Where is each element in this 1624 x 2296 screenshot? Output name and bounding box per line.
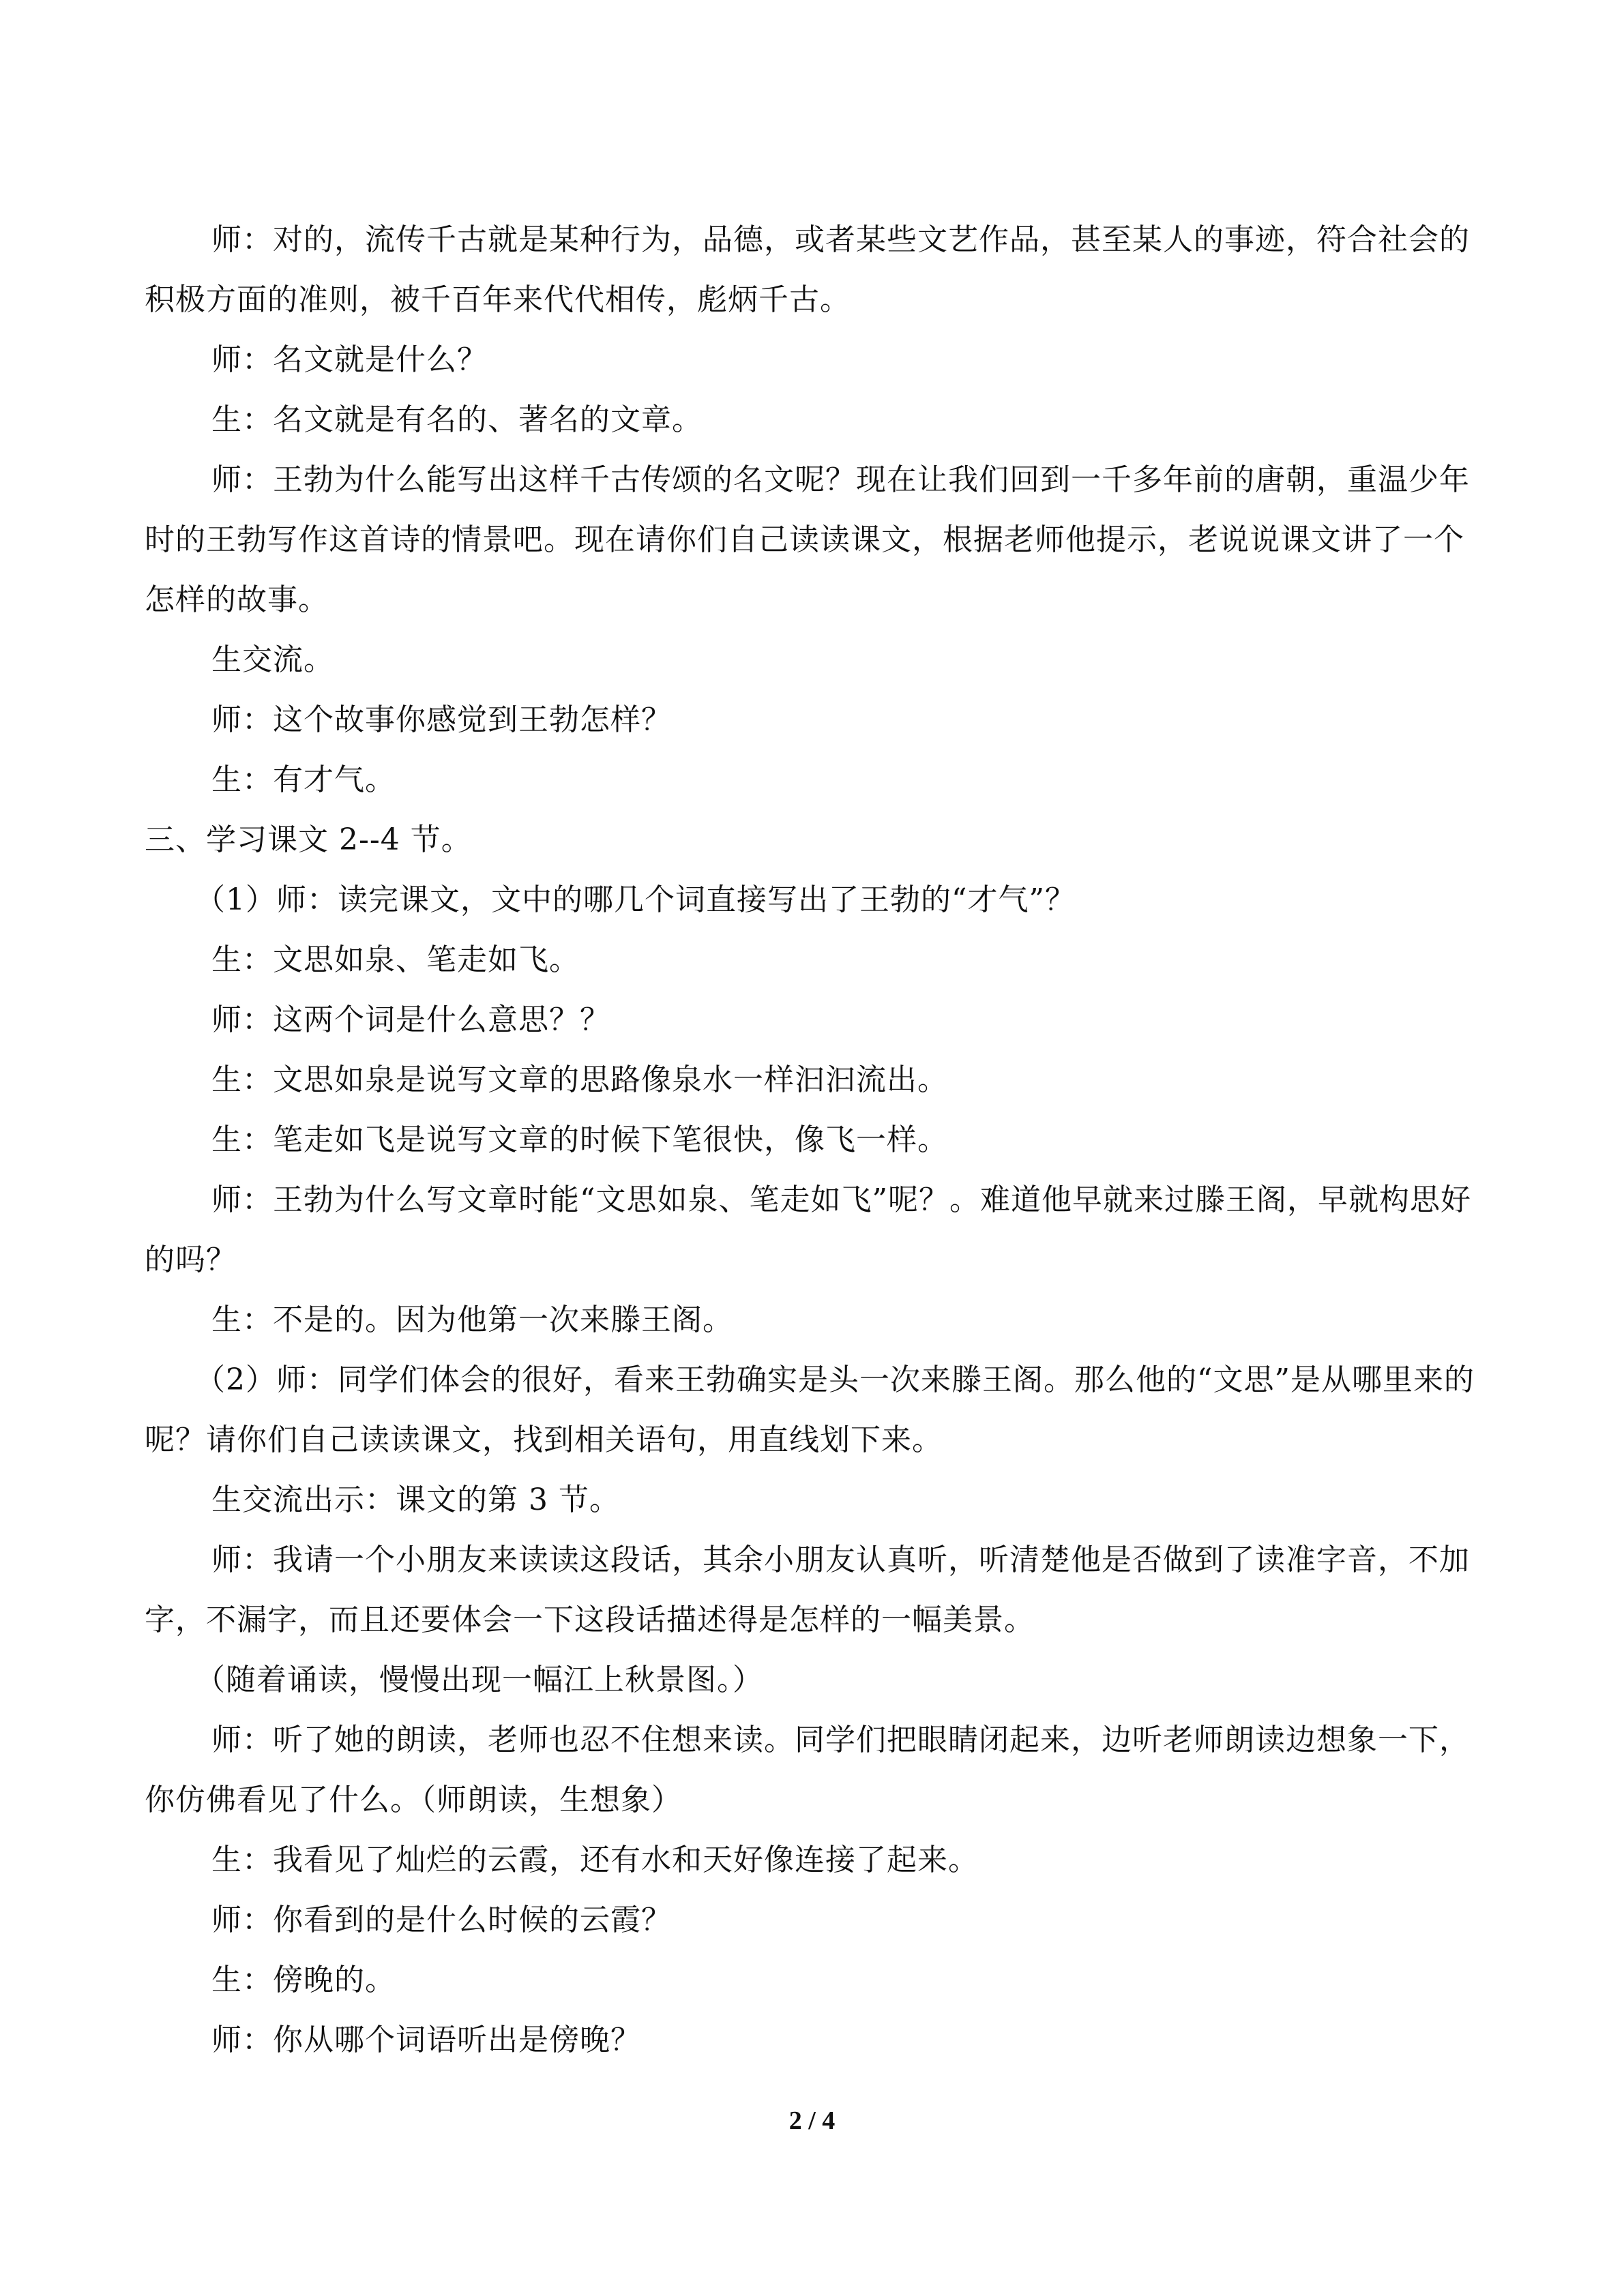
paragraph: 师：你看到的是什么时候的云霞？: [211, 1903, 672, 1937]
section-heading: 三、学习课文 2--4 节。: [145, 822, 472, 857]
paragraph: 师：这个故事你感觉到王勃怎样？: [211, 702, 672, 737]
paragraph: 生：名文就是有名的、著名的文章。: [211, 402, 703, 437]
paragraph: 师：我请一个小朋友来读读这段话，其余小朋友认真听，听清楚他是否做到了读准字音，不加字，不漏字，而且还要体会一下这段话描述得是怎样的一幅美景。: [145, 1542, 1470, 1637]
paragraph: 师：王勃为什么能写出这样千古传颂的名文呢？现在让我们回到一千多年前的唐朝，重温少年时的王勃写作这首诗的情景吧。现在请你们自己读读课文，根据老师他提示，老说说课文讲了一个怎样的故事。: [145, 462, 1470, 617]
paragraph: 师：你从哪个词语听出是傍晚？: [211, 2023, 641, 2057]
paragraph: 生：笔走如飞是说写文章的时候下笔很快，像飞一样。: [211, 1122, 948, 1157]
paragraph: （1）师：读完课文，文中的哪几个词直接写出了王勃的“才气”？: [195, 882, 1076, 917]
paragraph: 生：不是的。因为他第一次来滕王阁。: [211, 1302, 733, 1337]
paragraph: 师：对的，流传千古就是某种行为，品德，或者某些文艺作品，甚至某人的事迹，符合社会的积极方面的准则，被千百年来代代相传，彪炳千古。: [145, 222, 1470, 317]
paragraph: 生：文思如泉是说写文章的思路像泉水一样汩汩流出。: [211, 1062, 948, 1097]
document-body: [145, 210, 1481, 2070]
paragraph: 生：傍晚的。: [211, 1963, 396, 1997]
paragraph: （随着诵读，慢慢出现一幅江上秋景图。）: [195, 1663, 763, 1697]
paragraph: 师：听了她的朗读，老师也忍不住想来读。同学们把眼睛闭起来，边听老师朗读边想象一下，你仿佛看见了什么。（师朗读，生想象）: [145, 1723, 1470, 1817]
paragraph: 生：文思如泉、笔走如飞。: [211, 942, 580, 977]
paragraph: 师：这两个词是什么意思？？: [211, 1002, 610, 1037]
paragraph: 师：名文就是什么？: [211, 342, 488, 377]
paragraph: 生：有才气。: [211, 762, 396, 797]
paragraph: 生交流出示：课文的第 3 节。: [211, 1482, 620, 1517]
paragraph: 师：王勃为什么写文章时能“文思如泉、笔走如飞”呢？。难道他早就来过滕王阁，早就构思好的吗？: [145, 1182, 1471, 1277]
paragraph: 生：我看见了灿烂的云霞，还有水和天好像连接了起来。: [211, 1843, 979, 1877]
paragraph: （2）师：同学们体会的很好，看来王勃确实是头一次来滕王阁。那么他的“文思”是从哪里来的呢？请你们自己读读课文，找到相关语句，用直线划下来。: [145, 1362, 1475, 1457]
page-number: 2 / 4: [788, 2106, 836, 2135]
paragraph: 生交流。: [211, 642, 334, 677]
